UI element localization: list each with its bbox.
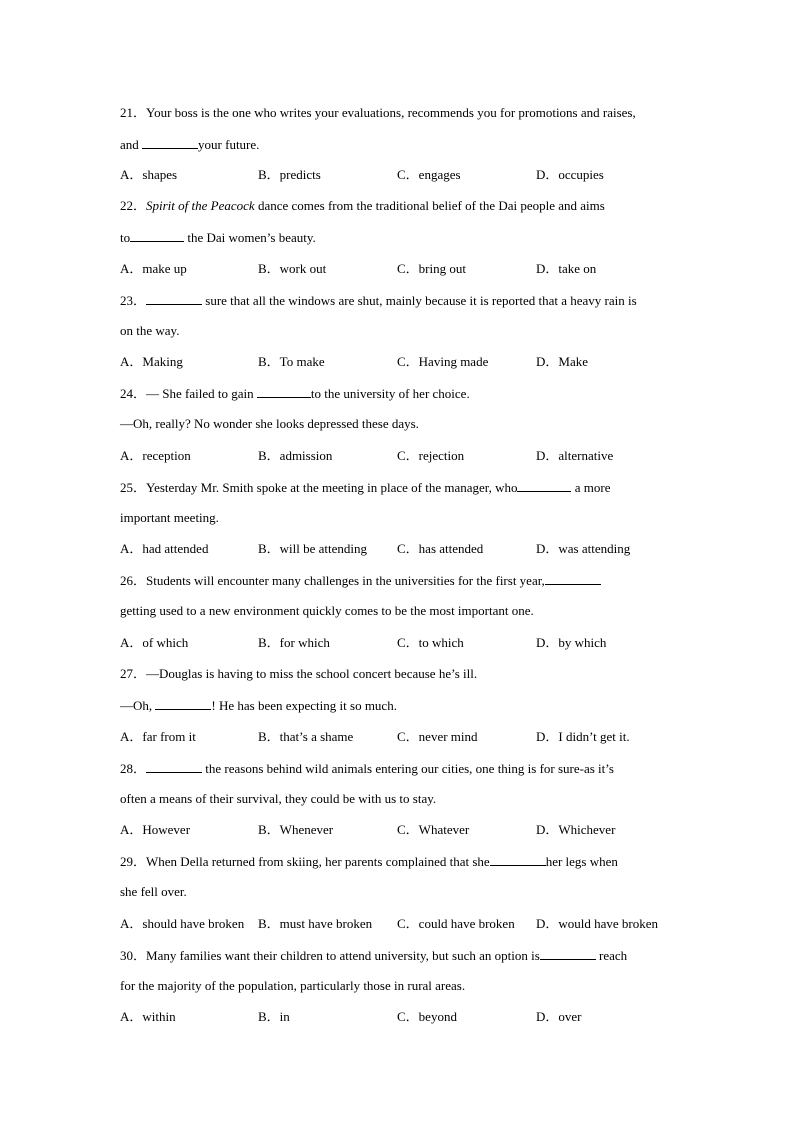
option-c: C．has attended — [397, 541, 484, 556]
question-23-stem-line1 — [120, 292, 637, 309]
option-b: B．Whenever — [258, 822, 334, 837]
question-text: dance comes from the traditional belief of the Dai people and aims — [254, 198, 605, 213]
question-23-stem-line2 — [120, 323, 179, 339]
question-text: important meeting. — [120, 510, 219, 525]
question-25-stem-line2 — [120, 510, 219, 526]
question-21-stem-line1 — [120, 105, 636, 121]
question-number: 21． — [120, 105, 147, 120]
answer-blank — [540, 947, 596, 960]
option-c: C．bring out — [397, 261, 466, 276]
question-text: often a means of their survival, they could be with us to stay. — [120, 791, 437, 806]
question-text: your future. — [198, 137, 260, 152]
answer-blank — [146, 760, 202, 773]
option-b: B．that’s a shame — [258, 729, 354, 744]
option-d: D．would have broken — [536, 916, 659, 931]
answer-blank — [490, 853, 546, 866]
question-text: the reasons behind wild animals entering our cities, one thing is for sure-as it’s — [202, 761, 614, 776]
option-b: B．predicts — [258, 167, 321, 182]
option-a: A．far from it — [120, 729, 196, 744]
option-a: A．However — [120, 822, 191, 837]
option-c: C．beyond — [397, 1009, 457, 1024]
option-b: B．To make — [258, 354, 325, 369]
question-text: —Oh, really? No wonder she looks depressed these days. — [120, 416, 419, 431]
option-d: D．by which — [536, 635, 607, 650]
option-d: D．occupies — [536, 167, 604, 182]
question-22-stem-line1 — [120, 198, 605, 214]
option-c: C．Having made — [397, 354, 489, 369]
question-text: reach — [595, 948, 628, 963]
answer-blank — [142, 136, 198, 149]
option-c: C．could have broken — [397, 916, 515, 931]
option-a: A．Making — [120, 354, 183, 369]
question-text: she fell over. — [120, 884, 187, 899]
answer-blank — [155, 697, 211, 710]
option-c: C．Whatever — [397, 822, 470, 837]
question-text: — She failed to gain — [146, 386, 257, 401]
option-d: D．take on — [536, 261, 597, 276]
question-text: on the way. — [120, 323, 180, 338]
option-a: A．reception — [120, 448, 191, 463]
answer-blank — [545, 572, 601, 585]
option-a: A．should have broken — [120, 916, 245, 931]
option-a: A．make up — [120, 261, 187, 276]
option-b: B．will be attending — [258, 541, 368, 556]
question-30-stem-line2 — [120, 978, 465, 994]
question-number: 25． — [120, 480, 147, 495]
question-number: 24． — [120, 386, 147, 401]
question-text: and — [120, 137, 143, 152]
question-number: 28． — [120, 761, 147, 776]
question-number: 27． — [120, 666, 147, 681]
question-21-stem-line2 — [120, 136, 259, 153]
question-number: 29． — [120, 854, 147, 869]
question-24-stem-line2 — [120, 416, 419, 432]
option-b: B．must have broken — [258, 916, 373, 931]
question-27-stem-line2 — [120, 697, 397, 714]
option-d: D．was attending — [536, 541, 631, 556]
option-b: B．admission — [258, 448, 333, 463]
option-a: A．of which — [120, 635, 189, 650]
question-number: 23． — [120, 293, 147, 308]
question-text: the Dai women’s beauty. — [184, 230, 316, 245]
question-text: for the majority of the population, particularly those in rural areas. — [120, 978, 466, 993]
question-text: ! He has been expecting it so much. — [211, 698, 397, 713]
dance-title: Spirit of the Peacock — [146, 198, 255, 213]
question-text: her legs when — [545, 854, 618, 869]
option-c: C．rejection — [397, 448, 465, 463]
question-30-stem-line1 — [120, 947, 627, 964]
option-c: C．to which — [397, 635, 464, 650]
question-text: When Della returned from skiing, her parents complained that she — [146, 854, 490, 869]
option-d: D．over — [536, 1009, 582, 1024]
question-27-stem-line1 — [120, 666, 477, 682]
question-text: Your boss is the one who writes your evaluations, recommends you for promotions and raises, — [146, 105, 636, 120]
question-28-stem-line2 — [120, 791, 436, 807]
question-text: —Douglas is having to miss the school concert because he’s ill. — [146, 666, 478, 681]
option-b: B．in — [258, 1009, 290, 1024]
option-a: A．shapes — [120, 167, 178, 182]
question-text: to — [120, 230, 131, 245]
question-text: Many families want their children to attend university, but such an option is — [146, 948, 540, 963]
option-c: C．engages — [397, 167, 461, 182]
question-text: —Oh, — [120, 698, 156, 713]
question-26-stem-line2 — [120, 603, 534, 619]
option-c: C．never mind — [397, 729, 478, 744]
option-d: D．I didn’t get it. — [536, 729, 630, 744]
question-text: getting used to a new environment quickly comes to be the most important one. — [120, 603, 534, 618]
question-text: a more — [571, 480, 611, 495]
question-29-stem-line1 — [120, 853, 618, 870]
question-number: 30． — [120, 948, 147, 963]
answer-blank — [146, 292, 202, 305]
question-22-stem-line2 — [120, 229, 316, 246]
answer-blank — [130, 229, 184, 242]
option-d: D．Make — [536, 354, 588, 369]
option-a: A．within — [120, 1009, 176, 1024]
question-text: sure that all the windows are shut, mainly because it is reported that a heavy rain is — [202, 293, 637, 308]
option-d: D．alternative — [536, 448, 614, 463]
option-b: B．for which — [258, 635, 330, 650]
question-29-stem-line2 — [120, 884, 187, 900]
question-28-stem-line1 — [120, 760, 614, 777]
option-a: A．had attended — [120, 541, 209, 556]
question-text: to the university of her choice. — [310, 386, 470, 401]
question-25-stem-line1 — [120, 479, 610, 496]
question-24-stem-line1 — [120, 385, 470, 402]
option-b: B．work out — [258, 261, 327, 276]
answer-blank — [257, 385, 311, 398]
question-26-stem-line1 — [120, 572, 601, 589]
question-text: Yesterday Mr. Smith spoke at the meeting in place of the manager, who — [146, 480, 518, 495]
option-d: D．Whichever — [536, 822, 616, 837]
answer-blank — [517, 479, 571, 492]
question-text: Students will encounter many challenges in the universities for the first year, — [146, 573, 545, 588]
question-number: 26． — [120, 573, 147, 588]
question-number: 22． — [120, 198, 147, 213]
